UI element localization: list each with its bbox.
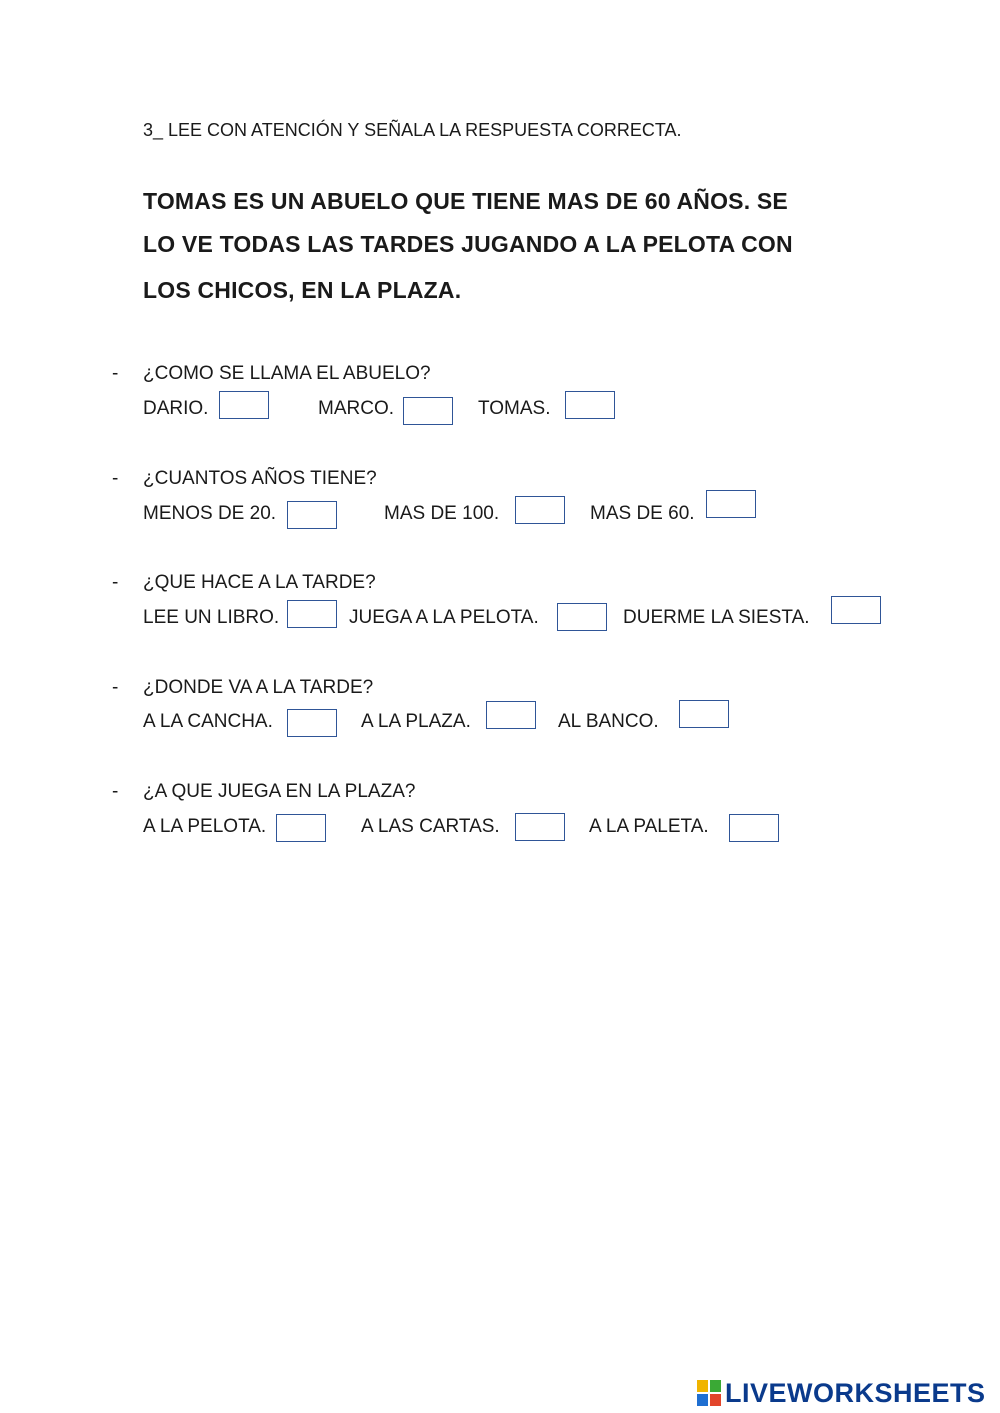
story-line-1: TOMAS ES UN ABUELO QUE TIENE MAS DE 60 AÑOS. SE <box>143 188 788 214</box>
bullet-dash: - <box>112 677 119 698</box>
answer-checkbox[interactable] <box>486 701 536 729</box>
answer-checkbox[interactable] <box>831 596 881 624</box>
answer-checkbox[interactable] <box>219 391 269 419</box>
option-label: MENOS DE 20. <box>143 503 277 524</box>
story-line-3: LOS CHICOS, EN LA PLAZA. <box>143 277 462 303</box>
option-label: DUERME LA SIESTA. <box>623 607 810 628</box>
bullet-dash: - <box>112 468 119 489</box>
answer-checkbox[interactable] <box>287 501 337 529</box>
bullet-dash: - <box>112 781 119 802</box>
answer-checkbox[interactable] <box>403 397 453 425</box>
question-2: ¿CUANTOS AÑOS TIENE? <box>143 468 377 489</box>
option-label: A LA CANCHA. <box>143 711 273 732</box>
answer-checkbox[interactable] <box>276 814 326 842</box>
option-label: AL BANCO. <box>558 711 659 732</box>
option-label: TOMAS. <box>478 398 551 419</box>
option-label: A LA PALETA. <box>589 816 709 837</box>
answer-checkbox[interactable] <box>706 490 756 518</box>
option-label: JUEGA A LA PELOTA. <box>349 607 539 628</box>
question-5: ¿A QUE JUEGA EN LA PLAZA? <box>143 781 416 802</box>
answer-checkbox[interactable] <box>515 496 565 524</box>
answer-checkbox[interactable] <box>287 709 337 737</box>
question-1: ¿COMO SE LLAMA EL ABUELO? <box>143 363 431 384</box>
bullet-dash: - <box>112 572 119 593</box>
liveworksheets-brand <box>697 1378 986 1408</box>
option-label: LEE UN LIBRO. <box>143 607 280 628</box>
answer-checkbox[interactable] <box>557 603 607 631</box>
instruction: 3_ LEE CON ATENCIÓN Y SEÑALA LA RESPUESTA CORRECTA. <box>143 120 682 140</box>
question-4: ¿DONDE VA A LA TARDE? <box>143 677 374 698</box>
answer-checkbox[interactable] <box>515 813 565 841</box>
option-label: MAS DE 60. <box>590 503 695 524</box>
option-label: A LA PLAZA. <box>361 711 471 732</box>
option-label: A LA PELOTA. <box>143 816 267 837</box>
option-label: DARIO. <box>143 398 209 419</box>
answer-checkbox[interactable] <box>679 700 729 728</box>
bullet-dash: - <box>112 363 119 384</box>
option-label: A LAS CARTAS. <box>361 816 500 837</box>
option-label: MARCO. <box>318 398 394 419</box>
answer-checkbox[interactable] <box>729 814 779 842</box>
answer-checkbox[interactable] <box>287 600 337 628</box>
question-3: ¿QUE HACE A LA TARDE? <box>143 572 376 593</box>
story-line-2: LO VE TODAS LAS TARDES JUGANDO A LA PELOTA CON <box>143 231 793 257</box>
option-label: MAS DE 100. <box>384 503 500 524</box>
liveworksheets-logo-icon <box>697 1380 721 1406</box>
brand-name: LIVEWORKSHEETS <box>725 1377 986 1408</box>
answer-checkbox[interactable] <box>565 391 615 419</box>
